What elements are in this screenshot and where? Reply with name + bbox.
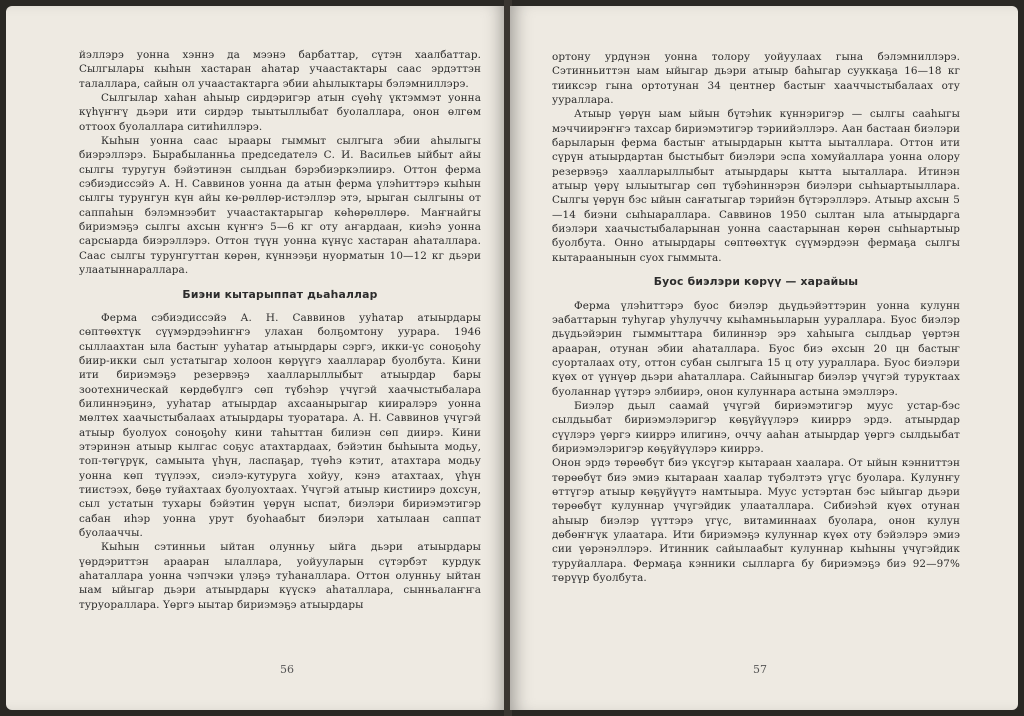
paragraph: Атыыр үөрүн ыам ыйын бүтэһик күннэригэр — сылгы сааһыгы мэччиирэҥҥэ тахсар бириэмэтигэр тэриийэллэрэ. Аан бастаан биэлэри барыларын ферма бастыҥ атыырдарын кытта ыыталлара. Оттон ити сүрүн атыырдартан быстыбыт биэлэри эспа хомуйаллара уонна олору резервэҕэ хаалларыллыбыт атыырдары кытта ыыталлара. Итинэн атыыр үөрү ылыытыгар сөп түбэһиннэрэн биэлэри сыһыартыыллара. Сылгы үөрүн бэс ыйын саҥатыгар тэрийэн бүтэрэллэрэ. Атыыр ахсын 5—14 биэни сыһыараллара. Саввинов 1950 сылтан ыла атыырдарга биэлэри хаачыстыбаларынан уонна сааcтарынан көрөн сыһыартыыр буолбута. Онно атыырдары сөптөөхтүк сүүмэрдээн фермаҕа сылгы кытараанынын суох гыммыта. — [552, 108, 960, 264]
paragraph: Сылгылар хаһан аһыыр сирдэригэр атын сүөһү үктэммэт уонна күһүҥҥү дьэри ити сирдэр тыытыллыбат буолаллара, онон өлгөм оттоох буолаллара ситиһиллэрэ. — [79, 92, 481, 133]
section-heading: Биэни кытарыппат дьаһаллар — [182, 287, 378, 301]
page-number-right: 57 — [753, 663, 767, 676]
right-text-column — [552, 50, 960, 585]
paragraph: ортону урдүнэн уонна толору уойуулаах гына бэлэмниллэрэ. Сэтинньиттэн ыам ыйыгар дьэри атыыр баһыгар сууккаҕа 16—18 кг тииксэр гына ортотунан 34 центнер бастыҥ хааччыстыбалаах оту уураллара. — [552, 51, 960, 107]
paragraph: Онон эрдэ төрөөбүт биэ үксүгэр кытараан хаалара. От ыйын кэнниттэн төрөөбүт биэ эмиэ кытараан хаалар түбэлтэтэ үгүс буолара. Кулунҥу өттүгэр атыыр көҕүйүүтэ намтыыра. Муус устэртан бэс ыйыгар дьэри төрөөбүт кулуннар үчүгэйдик улааталлара. Сибиэһэй күөх отунан аһыыр биэлэр үүттэрэ үгүс, витаминнаах буолара, онон кулун дөбөҥҥүк улаатара. Ити бириэмэҕэ кулуннар күөх оту бэйэлэрэ эмиэ сии үөрэнэллэрэ. Итинник сайылаабыт кулуннар кыһыны үчүгэйдик туруйаллара. Фермаҕа кэнники сылларга бу бириэмэҕэ биэ 92—97% төрүүр буолбута. — [552, 457, 960, 585]
left-text-column — [79, 48, 481, 612]
paragraph: Кыһын уонна саас ыраары гыммыт сылгыга эбии аһылыгы биэрэллэрэ. Бырабыланньа председателэ С. И. Васильев ыйбыт айы сылгы туругун бэйэтинэн сылдьан бэрэбиэркэлиирэ. Оттон ферма сэбиэдиссэйэ А. Н. Саввинов уонна да атын ферма үлэһиттэрэ кыһын сылгы турунгун күн айы кө-рөллөр-истэллэр этэ, ырыган сылгыны от саппаһын бэлэмнээбит учаастактарыгар көһөрөллөрө. Маҥнайгы бириэмэҕэ сылгы ахсын күҥҥэ 5—6 кг оту аҥардаан, киэһэ уонна сарсыарда биэрэллэрэ. Оттон түүн уонна күнүс хастаран аһаталлара. Саас сылгы турунгуттан көрөн, күннээҕи нуорматын 10—12 кг дьэри улаатыннараллара. — [79, 135, 481, 277]
left-page — [6, 6, 506, 710]
paragraph: Ферма үлэһиттэрэ буос биэлэр дьүдьэйэттэрин уонна кулунн эабаттарын туһугар уһулуччу кыһамньыларын уураллара. Буос биэлэр дьүдьэйэрин гыммыттара билиннэр эрэ хаһыыга сылдьар үөртэн арааран, отунан эбии аһаталлара. Буос биэ әхсын 20 цн бастыҥ суорталаах оту, оттон субан сылгыга 15 ц оту уураллара. Буос биэлэри күөх от үүнүөр дьэри аһаталлара. Сайыныгар биэлэр үчүгэй туруктаах буоланнар үүтэрэ элбиирэ, онон кулуннара астына эмэллэрэ. — [552, 299, 960, 398]
section-heading: Буос биэлэри көрүү — харайыы — [653, 275, 859, 289]
right-page — [510, 6, 1018, 710]
paragraph: Ферма сэбиэдиссэйэ А. Н. Саввинов ууһатар атыырдары сөптөөхтүк сүүмэрдээһиҥҥэ улахан болҕомтону уурара. 1946 сыллаахтан ыла бастыҥ ууһатар атыырдары сэргэ, икки-үс соноҕоһу биир-икки сыл устатыгар холоон көрүүгэ хаалларар буолбута. Кини ити бириэмэҕэ резервэҕэ хаалларыллыбыт атыырдар бары зоотехническай көрдөбүлгэ сөп түбэһэр үчүгэй хаачыстыбалара билиннэҕинэ, ууһатар атыырдар ахсаанырыгар кииралэрэ уонна мөлтөх хаачыстыбалаах атыырдары туоратара. А. Н. Саввинов үчүгэй атыыр буолуох соноҕоһу кини таһыттан билиэн сөп диирэ. Кини этэринэн атыыр кылгас соҕус атахтардаах, бэйэтин быһыыта модьу, топ-төгүрүк, самыыта үһүн, ласпаҕар, түөһэ кэтит, атахтара модьу уонна көп түүлээх, сиэлэ-кутуруга хойуу, кэнэ атахтаах, үһүн тиистээх, бөҕө туйахтаах буолуохтаах. Үчүгэй атыыр кистиирэ дохсун, сыл устатын тухары бэйэтин үөрүн ыспат, биэлэри бириэмэтигэр сабан иһэр уонна урут буоһаабыт биэлэри хатылаан саппат буолааччы. — [79, 311, 481, 539]
page-number-left: 56 — [280, 663, 294, 676]
paragraph: йэллэрэ уонна хэннэ да мээнэ барбаттар, сүтэн хаалбаттар. Сылгылары кыһын хастаран аһатар учаастактары саас эрдэттэн талаллара, сайын ол учаастактарга эбии аһылыктары бэлэмниллэрэ. — [79, 49, 481, 90]
paragraph: Биэлэр дьыл саамай үчүгэй бириэмэтигэр муус устар-бэс сылдьыбат бириэмэлэригэр көҕүйүүлэрэ кииррэ эрдэ. атыырдар сүүлэрэ үөргэ кииррэ илигинэ, оччу ааһан атыырдар үөргэ сылдьыбат бириэмэлэригэр көҕүйүүлэрэ кииррэ. — [552, 399, 960, 455]
paragraph: Кыһын сэтинньи ыйтан олунньу ыйга дьэри атыырдары үөрдэриттэн арааран ылаллара, уойууларын сүтэрбэт курдук аһаталлара уонна чэпчэки үлэҕэ туһаналлара. Оттон олунньу ыйтан ыам ыйыгар дьэри атыырдары күүскэ аһаталлара, сынньалаҥҥа туруораллара. Үөргэ ыытар бириэмэҕэ атыырдары — [79, 541, 481, 611]
